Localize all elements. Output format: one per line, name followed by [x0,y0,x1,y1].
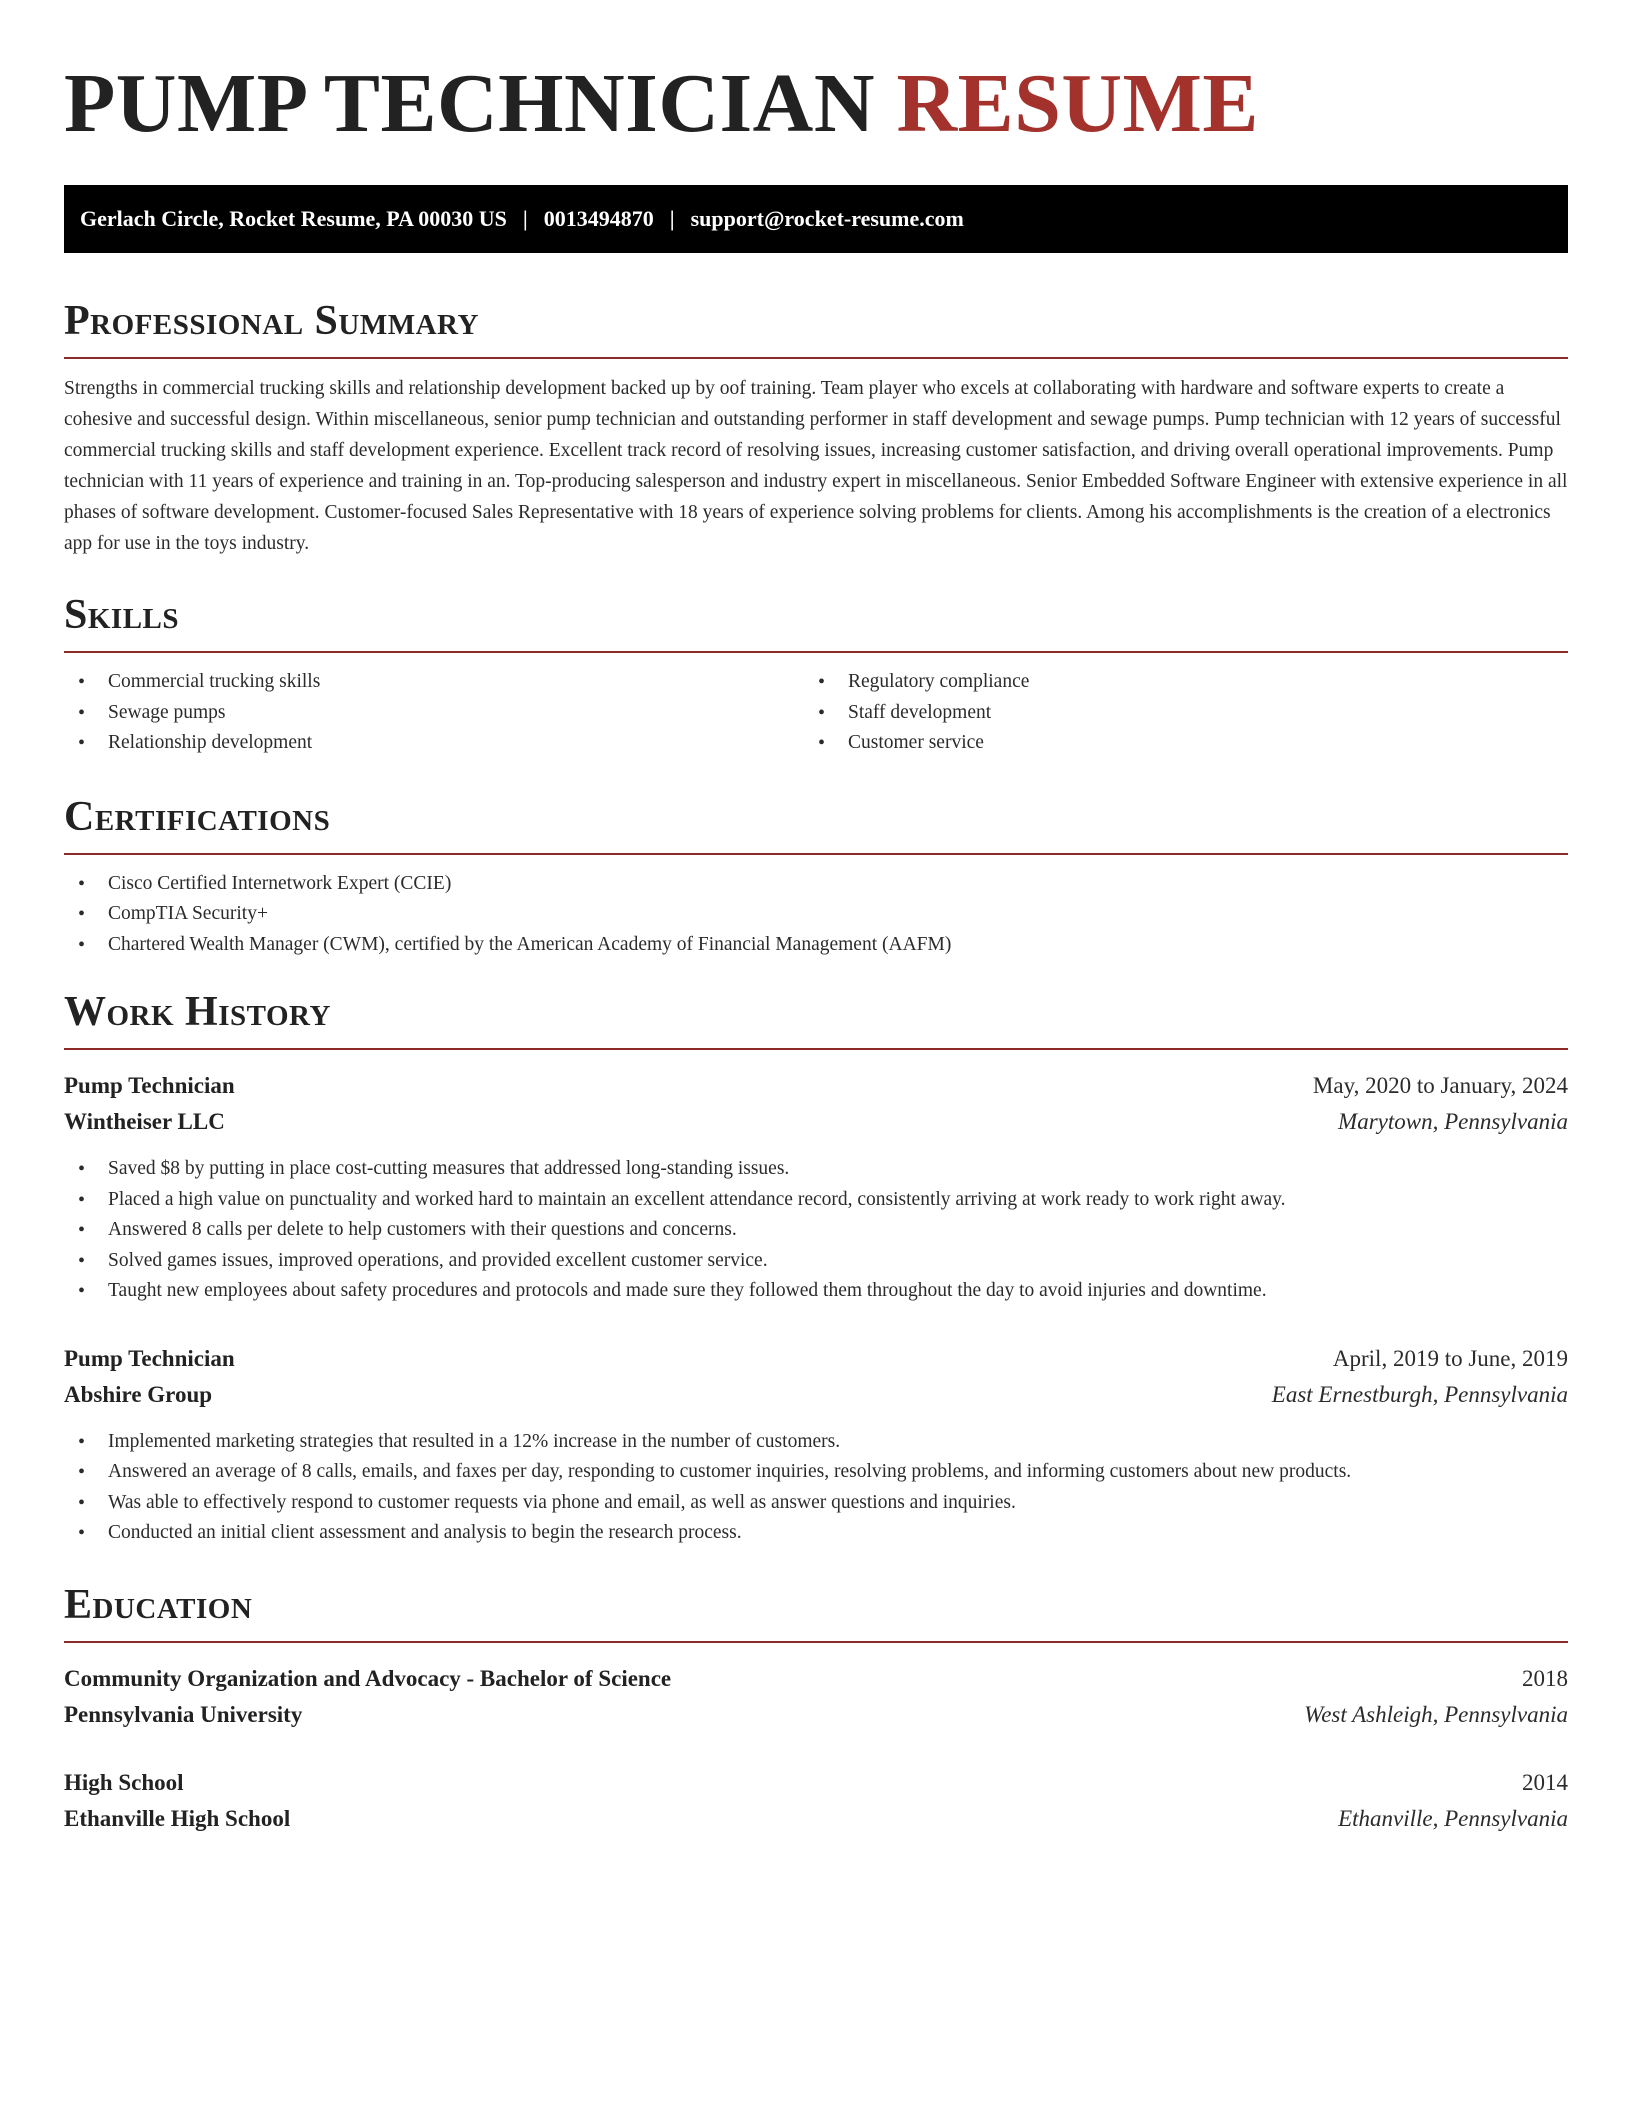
job-entry [64,1068,1568,1307]
education-degree-row [64,1765,1568,1801]
education-degree-row [64,1661,1568,1697]
education-entry [64,1661,1568,1733]
duty-item: • Implemented marketing strategies that resulted in a 12% increase in the number of customers. [64,1427,1568,1458]
duty-item: • Taught new employees about safety procedures and protocols and made sure they followed them throughout the day to avoid injuries and downtime. [64,1276,1568,1307]
job-header-row [64,1068,1568,1104]
job-location: East Ernestburgh, Pennsylvania [1271,1381,1568,1407]
job-dates: May, 2020 to January, 2024 [1312,1073,1568,1098]
job-company: Abshire Group [64,1381,213,1407]
job-title: Pump Technician [64,1345,235,1371]
education-school-row [64,1697,1568,1733]
contact-address: Gerlach Circle, Rocket Resume, PA 00030 US [80,206,507,231]
contact-bar [64,185,1568,253]
skills-column-left [64,667,804,759]
section-heading-work-history: Work History [64,988,1568,1050]
skill-item: • Relationship development [64,728,804,759]
certification-item: • Chartered Wealth Manager (CWM), certified by the American Academy of Financial Management (AAFM) [64,930,1568,961]
education-school: Pennsylvania University [64,1701,303,1727]
title-accent: RESUME [896,57,1259,150]
education-location: West Ashleigh, Pennsylvania [1304,1701,1568,1727]
job-title: Pump Technician [64,1073,235,1098]
job-duties [64,1427,1568,1549]
certification-item: • CompTIA Security+ [64,899,1568,930]
education-school-row [64,1801,1568,1837]
resume-page [64,0,1568,1837]
education-degree: Community Organization and Advocacy - Bachelor of Science [64,1665,672,1691]
skill-item: • Customer service [804,728,1544,759]
section-heading-education: Education [64,1581,1568,1643]
section-heading-certifications: Certifications [64,793,1568,855]
duty-item: • Was able to effectively respond to customer requests via phone and email, as well as answer questions and inquiries. [64,1488,1568,1519]
contact-phone[interactable]: 0013494870 [543,206,654,231]
contact-separator: | [669,206,675,231]
education-entry [64,1765,1568,1837]
title-main: PUMP TECHNICIAN [64,57,875,150]
job-company-row [64,1377,1568,1413]
education-year: 2018 [1522,1665,1568,1691]
education-degree: High School [64,1769,184,1795]
education-year: 2014 [1522,1769,1568,1795]
job-header-row [64,1341,1568,1377]
job-location: Marytown, Pennsylvania [1338,1109,1568,1134]
job-duties [64,1154,1568,1307]
education-location: Ethanville, Pennsylvania [1338,1805,1568,1831]
certification-item: • Cisco Certified Internetwork Expert (CCIE) [64,869,1568,900]
education-school: Ethanville High School [64,1805,291,1831]
duty-item: • Answered 8 calls per delete to help customers with their questions and concerns. [64,1215,1568,1246]
resume-title [64,58,1568,150]
skill-item: • Sewage pumps [64,698,804,729]
skill-item: • Staff development [804,698,1544,729]
job-company-row [64,1104,1568,1140]
job-dates: April, 2019 to June, 2019 [1332,1345,1568,1371]
skills-list [64,667,1568,759]
skills-column-right [804,667,1544,759]
contact-separator: | [522,206,528,231]
job-entry [64,1341,1568,1549]
job-company: Wintheiser LLC [64,1109,225,1134]
section-heading-skills: Skills [64,591,1568,653]
duty-item: • Conducted an initial client assessment and analysis to begin the research process. [64,1518,1568,1549]
section-heading-summary: Professional Summary [64,297,1568,359]
duty-item: • Answered an average of 8 calls, emails, and faxes per day, responding to customer inquiries, resolving problems, and informing customers about new products. [64,1457,1568,1488]
skill-item: • Commercial trucking skills [64,667,804,698]
contact-email[interactable]: support@rocket-resume.com [690,206,964,231]
duty-item: • Solved games issues, improved operations, and provided excellent customer service. [64,1246,1568,1277]
certifications-list [64,869,1568,961]
duty-item: • Placed a high value on punctuality and worked hard to maintain an excellent attendance record, consistently arriving at work ready to work right away. [64,1185,1568,1216]
duty-item: • Saved $8 by putting in place cost-cutting measures that addressed long-standing issues. [64,1154,1568,1185]
skill-item: • Regulatory compliance [804,667,1544,698]
summary-text: Strengths in commercial trucking skills and relationship development backed up by oof training. Team player who excels at collaborating with hardware and software experts to create a cohesive and successful design. Within miscellaneous, senior pump technician and outstanding performer in staff development and sewage pumps. Pump technician with 12 years of successful commercial trucking skills and staff development experience. Excellent track record of resolving issues, increasing customer satisfaction, and driving overall operational improvements. Pump technician with 11 years of experience and training in an. Top-producing salesperson and industry expert in miscellaneous. Senior Embedded Software Engineer with extensive experience in all phases of software development. Customer-focused Sales Representative with 18 years of experience solving problems for clients. Among his accomplishments is the creation of a electronics app for use in the toys industry. [64,378,1568,554]
